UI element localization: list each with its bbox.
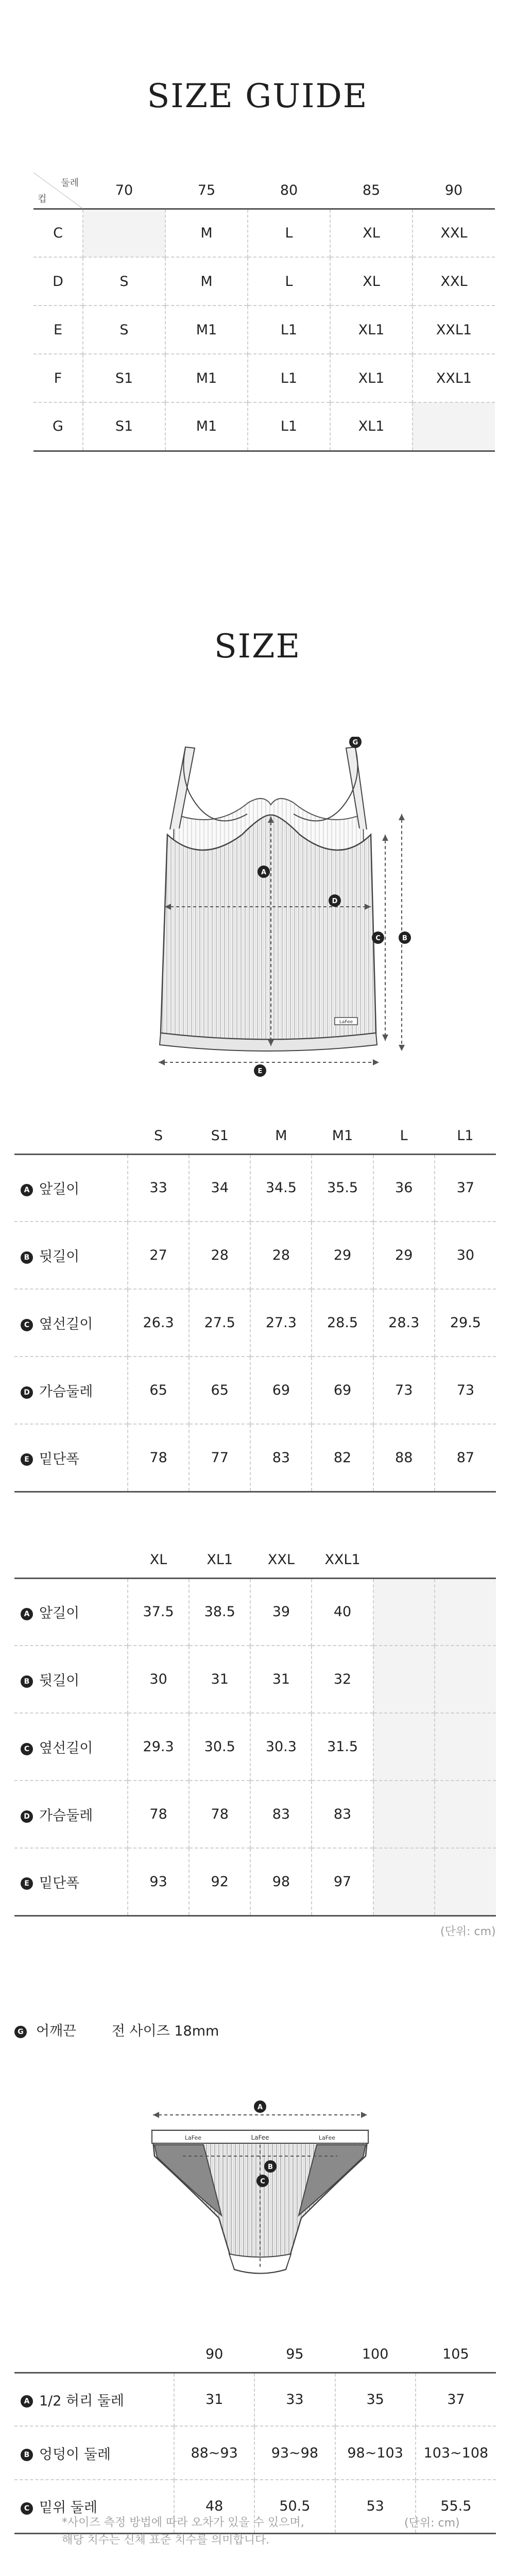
measurement-cell: 37.5 — [128, 1578, 189, 1646]
brief-marker-c — [256, 2175, 269, 2187]
measurement-cell: 78 — [128, 1781, 189, 1848]
measurement-cell: 98~103 — [335, 2426, 416, 2480]
marker-g — [349, 737, 362, 748]
measurement-cell: 65 — [189, 1357, 250, 1424]
measurement-row — [14, 1848, 496, 1916]
camisole-size-table-1 — [14, 1118, 496, 1493]
measurement-cell: 92 — [189, 1848, 250, 1916]
measurement-row — [14, 1424, 496, 1492]
measurement-cell — [373, 1781, 435, 1848]
size-cell: XL1 — [330, 402, 413, 451]
size-cell: S — [83, 257, 165, 306]
measurement-cell — [435, 1848, 496, 1916]
measurement-label — [14, 1646, 128, 1713]
measurement-cell: 87 — [435, 1424, 496, 1492]
measurement-cell: 69 — [312, 1357, 373, 1424]
strap-info — [14, 2020, 219, 2040]
size-guide-row — [33, 402, 495, 451]
measurement-row — [14, 1578, 496, 1646]
size-cell: M1 — [165, 402, 248, 451]
svg-text:D: D — [332, 897, 338, 905]
measurement-cell — [373, 1848, 435, 1916]
brief-marker-b — [264, 2160, 277, 2173]
size-cell: XXL1 — [413, 306, 495, 354]
cup-label: G — [53, 418, 63, 435]
size-cell: XL1 — [330, 306, 413, 354]
size-column-header: XXL1 — [324, 1551, 360, 1568]
measurement-cell: 29.5 — [435, 1289, 496, 1357]
size-cell: L — [248, 257, 330, 306]
strap-value: 전 사이즈 18mm — [111, 2023, 219, 2039]
measurement-label — [14, 1222, 128, 1289]
table-corner-cell — [14, 1542, 128, 1578]
measurement-row — [14, 2426, 496, 2480]
measurement-label — [14, 1578, 128, 1646]
size-cell: S — [83, 306, 165, 354]
measurement-badge: D — [21, 1386, 33, 1399]
measurement-badge: C — [21, 1743, 33, 1755]
measurement-cell: 33 — [128, 1154, 189, 1222]
measurement-badge: B — [21, 1675, 33, 1688]
measurement-cell — [435, 1578, 496, 1646]
measurement-cell: 31 — [250, 1646, 312, 1713]
size-guide-row — [33, 354, 495, 402]
size-guide-table — [33, 173, 495, 452]
measurement-badge: B — [21, 2449, 33, 2461]
size-column-header: 100 — [362, 2346, 389, 2362]
size-guide-row — [33, 257, 495, 306]
unit-label-2: (단위: cm) — [404, 2517, 460, 2530]
measurement-cell: 73 — [373, 1357, 435, 1424]
brief-marker-a — [254, 2100, 266, 2113]
svg-text:B: B — [402, 935, 407, 942]
size-cell: L1 — [248, 306, 330, 354]
camisole-diagram — [129, 737, 417, 1077]
measurement-name: 가슴둘레 — [39, 1384, 93, 1400]
marker-d — [329, 894, 341, 907]
measurement-badge: C — [21, 1319, 33, 1331]
measurement-cell: 30.5 — [189, 1713, 250, 1781]
size-cell: XL — [330, 257, 413, 306]
size-cell: XXL — [413, 257, 495, 306]
size-title: SIZE — [214, 628, 301, 666]
size-cell: M — [165, 209, 248, 257]
measurement-cell: 83 — [250, 1781, 312, 1848]
svg-text:E: E — [258, 1067, 263, 1075]
size-cell: XL1 — [330, 354, 413, 402]
measurement-cell: 50.5 — [254, 2480, 335, 2533]
size-cell: L1 — [248, 402, 330, 451]
brief-diagram — [131, 2099, 389, 2285]
measurement-cell: 35 — [335, 2372, 416, 2426]
size-guide-title: SIZE GUIDE — [147, 77, 368, 115]
measurement-cell — [435, 1781, 496, 1848]
measurement-row — [14, 1646, 496, 1713]
marker-a — [258, 866, 270, 878]
measurement-name: 옆선길이 — [39, 1740, 93, 1756]
brief-size-table — [14, 2336, 496, 2534]
size-cell: S1 — [83, 354, 165, 402]
measurement-cell: 39 — [250, 1578, 312, 1646]
strap-badge: G — [14, 2026, 27, 2038]
camisole-size-table-2 — [14, 1542, 496, 1917]
measurement-label — [14, 1154, 128, 1222]
measurement-cell: 26.3 — [128, 1289, 189, 1357]
measurement-cell: 36 — [373, 1154, 435, 1222]
size-cell — [413, 402, 495, 451]
measurement-cell: 53 — [335, 2480, 416, 2533]
size-cell: M1 — [165, 354, 248, 402]
measurement-label — [14, 2372, 174, 2426]
size-column-header: 90 — [205, 2346, 224, 2362]
measurement-cell: 55.5 — [416, 2480, 496, 2533]
measurement-cell: 78 — [128, 1424, 189, 1492]
size-column-header: 105 — [442, 2346, 469, 2362]
measurement-cell: 97 — [312, 1848, 373, 1916]
measurement-cell: 103~108 — [416, 2426, 496, 2480]
measurement-row — [14, 1222, 496, 1289]
measurement-name: 밑단폭 — [39, 1451, 80, 1467]
band-column-header: 70 — [115, 182, 133, 198]
size-cell: XL — [330, 209, 413, 257]
size-column-header — [373, 1542, 435, 1578]
measurement-cell: 88 — [373, 1424, 435, 1492]
measurement-row — [14, 1289, 496, 1357]
measurement-cell: 38.5 — [189, 1578, 250, 1646]
measurement-cell: 73 — [435, 1357, 496, 1424]
measurement-badge: C — [21, 2502, 33, 2515]
size-cell: M1 — [165, 306, 248, 354]
svg-text:A: A — [257, 2104, 263, 2111]
measurement-name: 가슴둘레 — [39, 1808, 93, 1824]
marker-b — [399, 931, 411, 944]
measurement-label — [14, 1424, 128, 1492]
measurement-cell: 33 — [254, 2372, 335, 2426]
footnote — [62, 2514, 304, 2549]
table-corner-cell — [33, 173, 83, 209]
size-column-header: L1 — [457, 1127, 474, 1144]
measurement-cell: 93~98 — [254, 2426, 335, 2480]
measurement-name: 밑단폭 — [39, 1875, 80, 1891]
size-column-header: XXL — [267, 1551, 295, 1568]
measurement-cell: 37 — [435, 1154, 496, 1222]
measurement-cell: 69 — [250, 1357, 312, 1424]
measurement-badge: B — [21, 1251, 33, 1264]
measurement-badge: E — [21, 1453, 33, 1466]
band-column-header: 90 — [444, 182, 463, 198]
cup-label: F — [54, 370, 62, 386]
measurement-name: 앞길이 — [39, 1605, 80, 1622]
size-guide-row — [33, 209, 495, 257]
measurement-cell — [373, 1578, 435, 1646]
measurement-cell: 98 — [250, 1848, 312, 1916]
measurement-cell: 31 — [174, 2372, 254, 2426]
measurement-badge: A — [21, 2395, 33, 2408]
measurement-cell — [373, 1646, 435, 1713]
table-corner-cell — [14, 1118, 128, 1154]
measurement-cell — [435, 1713, 496, 1781]
measurement-cell: 34 — [189, 1154, 250, 1222]
measurement-name: 앞길이 — [39, 1181, 80, 1198]
corner-band-label: 둘레 — [61, 178, 79, 189]
measurement-cell: 28.3 — [373, 1289, 435, 1357]
measurement-name: 1/2 허리 둘레 — [39, 2393, 124, 2409]
measurement-cell: 30 — [128, 1646, 189, 1713]
table-header-row — [14, 1118, 496, 1154]
measurement-row — [14, 1357, 496, 1424]
measurement-cell: 35.5 — [312, 1154, 373, 1222]
table-header-row — [14, 2336, 496, 2372]
size-cell: S1 — [83, 402, 165, 451]
size-column-header: XL — [149, 1551, 167, 1568]
measurement-cell: 29.3 — [128, 1713, 189, 1781]
table-header-row — [14, 1542, 496, 1578]
measurement-cell: 34.5 — [250, 1154, 312, 1222]
measurement-cell: 28 — [250, 1222, 312, 1289]
measurement-cell — [435, 1646, 496, 1713]
measurement-name: 밑위 둘레 — [39, 2500, 97, 2516]
size-cell: XXL1 — [413, 354, 495, 402]
svg-text:A: A — [261, 869, 267, 876]
measurement-cell: 32 — [312, 1646, 373, 1713]
size-cell — [83, 209, 165, 257]
measurement-cell: 37 — [416, 2372, 496, 2426]
measurement-badge: A — [21, 1608, 33, 1620]
size-cell: L1 — [248, 354, 330, 402]
measurement-cell: 82 — [312, 1424, 373, 1492]
measurement-cell: 83 — [250, 1424, 312, 1492]
measurement-cell: 65 — [128, 1357, 189, 1424]
measurement-cell: 93 — [128, 1848, 189, 1916]
measurement-cell: 48 — [174, 2480, 254, 2533]
size-column-header: XL1 — [207, 1551, 233, 1568]
size-column-header: L — [400, 1127, 408, 1144]
measurement-row — [14, 1713, 496, 1781]
band-column-header: 75 — [197, 182, 216, 198]
size-column-header: M — [275, 1127, 287, 1144]
measurement-cell: 78 — [189, 1781, 250, 1848]
strap-label: 어깨끈 — [36, 2023, 77, 2039]
measurement-cell: 31 — [189, 1646, 250, 1713]
corner-cup-label: 컵 — [38, 193, 47, 205]
measurement-cell: 27.5 — [189, 1289, 250, 1357]
measurement-cell: 29 — [373, 1222, 435, 1289]
measurement-cell: 83 — [312, 1781, 373, 1848]
size-column-header: 95 — [286, 2346, 304, 2362]
measurement-badge: E — [21, 1877, 33, 1890]
measurement-cell: 27.3 — [250, 1289, 312, 1357]
measurement-label — [14, 1357, 128, 1424]
svg-text:C: C — [375, 935, 381, 942]
measurement-name: 옆선길이 — [39, 1316, 93, 1332]
unit-label: (단위: cm) — [440, 1925, 496, 1938]
size-cell: XXL — [413, 209, 495, 257]
marker-c — [372, 931, 384, 944]
measurement-cell: 28.5 — [312, 1289, 373, 1357]
measurement-label — [14, 1848, 128, 1916]
size-cell: L — [248, 209, 330, 257]
measurement-label — [14, 1289, 128, 1357]
measurement-badge: D — [21, 1810, 33, 1823]
measurement-cell: 29 — [312, 1222, 373, 1289]
band-column-header: 80 — [280, 182, 298, 198]
measurement-name: 뒷길이 — [39, 1249, 80, 1265]
measurement-label — [14, 1781, 128, 1848]
measurement-cell: 30 — [435, 1222, 496, 1289]
svg-text:C: C — [260, 2178, 265, 2185]
footnote-line-2: 해당 치수는 신체 표준 치수를 의미합니다. — [62, 2534, 270, 2547]
cup-label: C — [53, 225, 63, 241]
size-column-header: M1 — [332, 1127, 353, 1144]
measurement-row — [14, 1154, 496, 1222]
brief-brand-left: LaFee — [184, 2134, 202, 2141]
measurement-name: 엉덩이 둘레 — [39, 2446, 111, 2463]
measurement-label — [14, 1713, 128, 1781]
measurement-row — [14, 1781, 496, 1848]
cup-label: E — [53, 321, 63, 338]
measurement-cell: 77 — [189, 1424, 250, 1492]
measurement-cell: 31.5 — [312, 1713, 373, 1781]
size-column-header — [435, 1542, 496, 1578]
measurement-cell: 28 — [189, 1222, 250, 1289]
measurement-cell — [373, 1713, 435, 1781]
measurement-cell: 40 — [312, 1578, 373, 1646]
svg-text:G: G — [352, 739, 358, 747]
footnote-line-1: *사이즈 측정 방법에 따라 오차가 있을 수 있으며, — [62, 2516, 304, 2529]
measurement-cell: 88~93 — [174, 2426, 254, 2480]
svg-text:B: B — [268, 2163, 273, 2171]
cup-label: D — [53, 273, 63, 290]
brief-brand-center: LaFee — [251, 2134, 269, 2141]
marker-e — [254, 1064, 266, 1077]
measurement-cell: 27 — [128, 1222, 189, 1289]
table-corner-cell — [14, 2336, 174, 2372]
measurement-row — [14, 2372, 496, 2426]
band-column-header: 85 — [362, 182, 381, 198]
size-column-header: S1 — [211, 1127, 229, 1144]
size-column-header: S — [154, 1127, 163, 1144]
measurement-name: 뒷길이 — [39, 1673, 80, 1689]
measurement-badge: A — [21, 1184, 33, 1196]
brief-brand-right: LaFee — [318, 2134, 336, 2141]
measurement-cell: 30.3 — [250, 1713, 312, 1781]
size-cell: M — [165, 257, 248, 306]
measurement-label — [14, 2426, 174, 2480]
label-tag-text: LaFee — [339, 1020, 353, 1025]
size-guide-row — [33, 306, 495, 354]
